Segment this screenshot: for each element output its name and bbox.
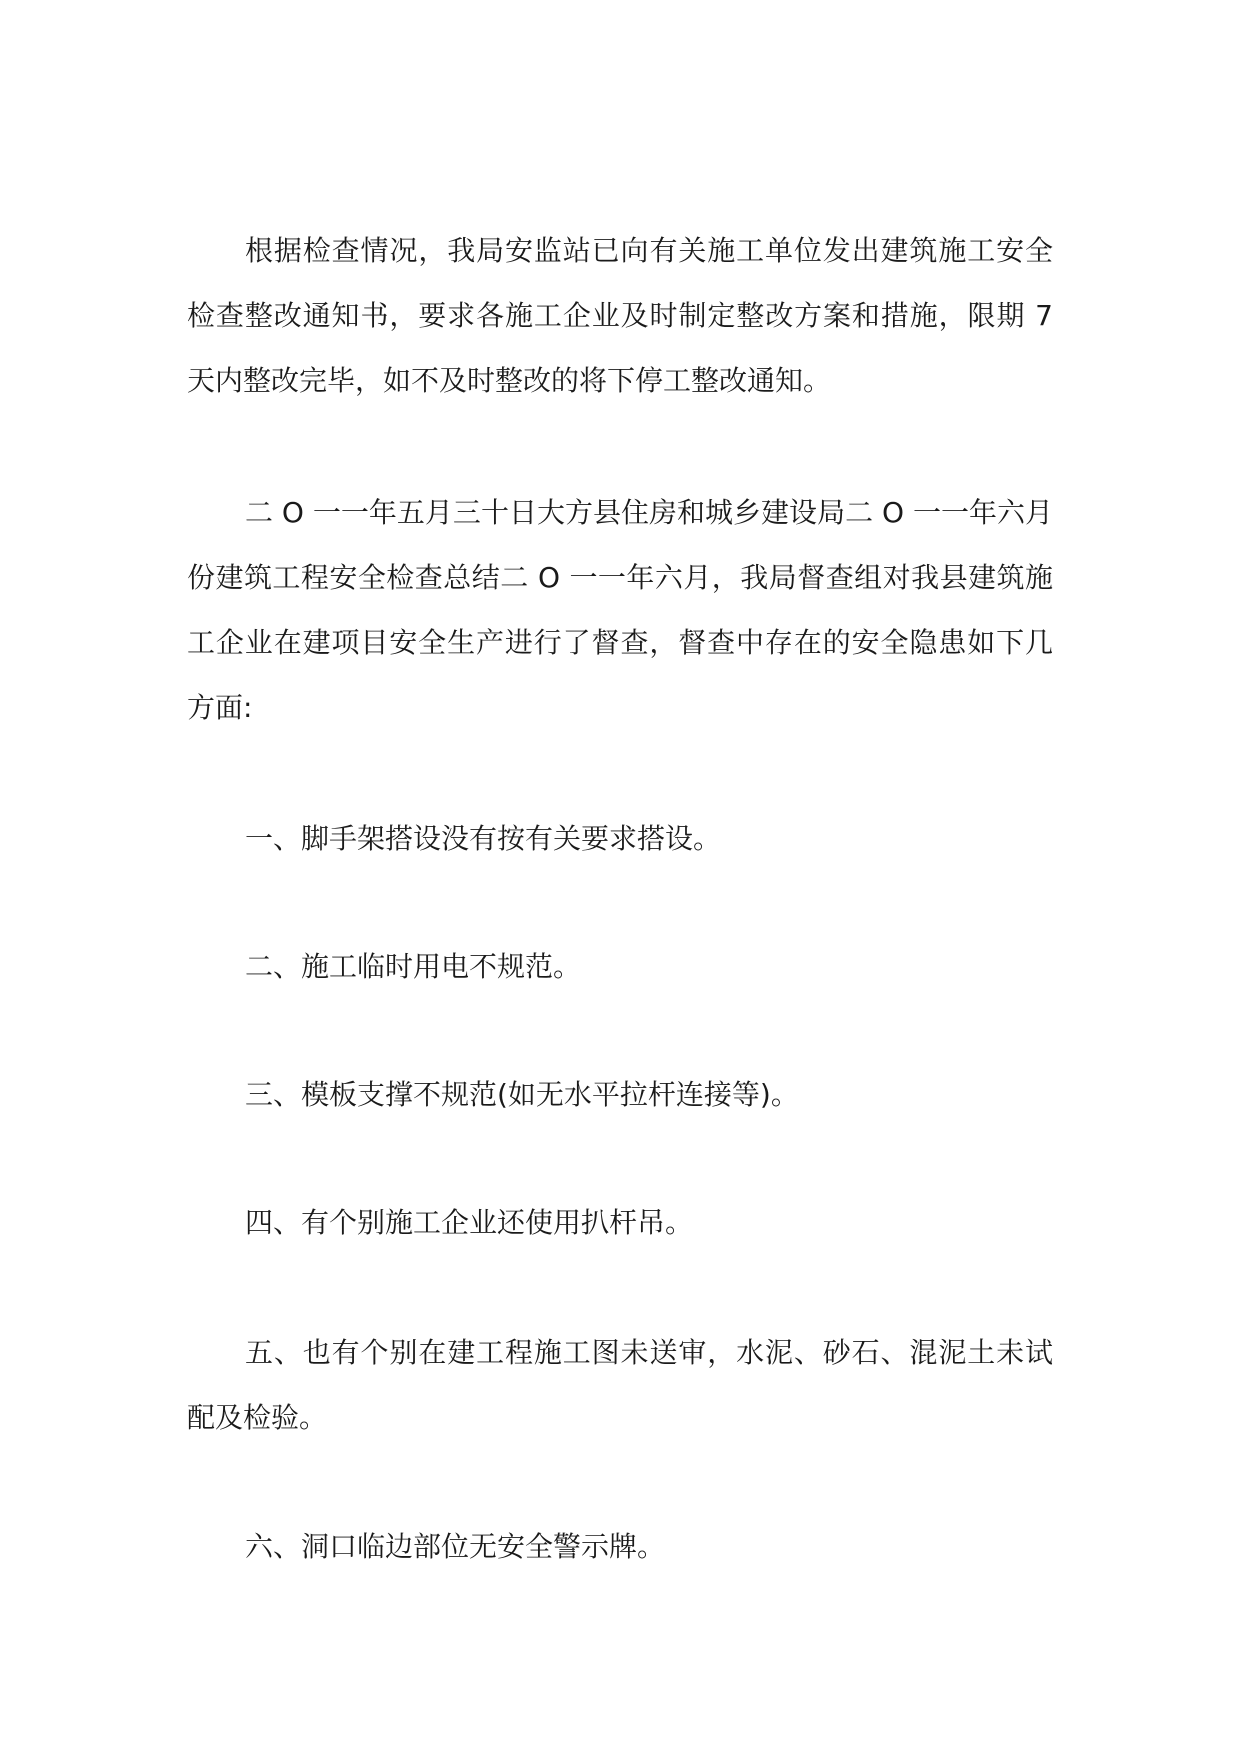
list-item-derrick-hoist: 四、有个别施工企业还使用扒杆吊。 [245,1206,694,1239]
list-item-formwork-support: 三、模板支撑不规范(如无水平拉杆连接等)。 [245,1078,799,1111]
list-item-drawings-materials: 五、也有个别在建工程施工图未送审，水泥、砂石、混泥土未试配及检验。 [187,1336,1053,1434]
list-item-temporary-power: 二、施工临时用电不规范。 [245,950,582,983]
list-item-warning-signs: 六、洞口临边部位无安全警示牌。 [245,1530,666,1563]
paragraph-inspection-summary-intro: 二 O 一一年五月三十日大方县住房和城乡建设局二 O 一一年六月份建筑工程安全检查总结二 O 一一年六月，我局督查组对我县建筑施工企业在建项目安全生产进行了督查，督查中存在的安全隐患如下几方面: [187,496,1053,724]
list-item-scaffolding: 一、脚手架搭设没有按有关要求搭设。 [245,822,722,855]
paragraph-inspection-notice: 根据检查情况，我局安监站已向有关施工单位发出建筑施工安全检查整改通知书，要求各施工企业及时制定整改方案和措施，限期 7 天内整改完毕，如不及时整改的将下停工整改通知。 [187,234,1053,397]
